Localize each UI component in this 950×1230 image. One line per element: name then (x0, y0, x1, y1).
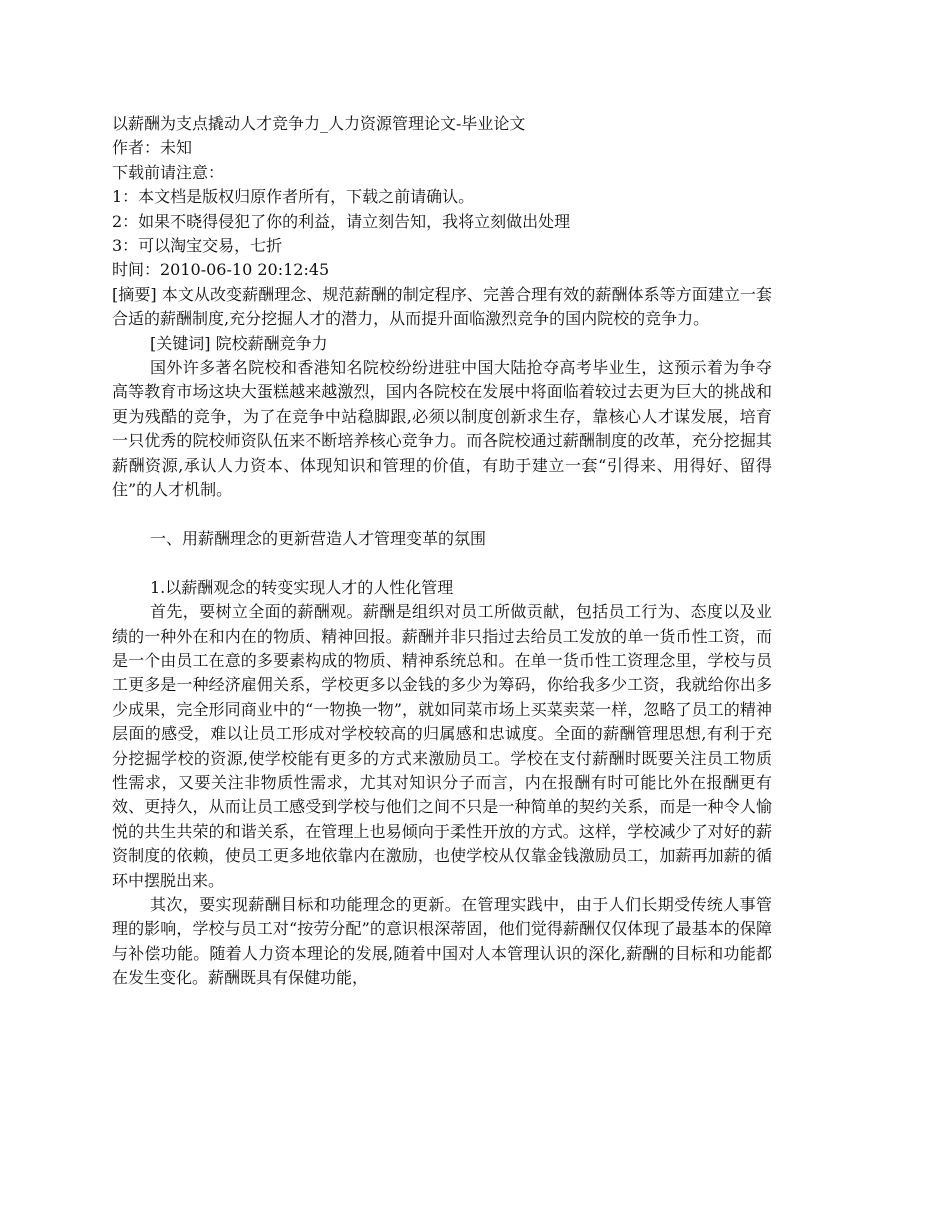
subsection-heading: 1.以薪酬观念的转变实现人才的人性化管理 (150, 577, 454, 597)
blank-line (112, 503, 772, 527)
timestamp-line: 时间：2010-06-10 20:12:45 (112, 260, 330, 280)
notice-item: 2：如果不晓得侵犯了你的利益，请立刻告知，我将立刻做出处理 (112, 211, 571, 231)
body-paragraph: 其次，要实现薪酬目标和功能理念的更新。在管理实践中，由于人们长期受传统人事管理的影响，学校与员工对“按劳分配”的意识根深蒂固，他们觉得薪酬仅仅体现了最基本的保障与补偿功能。随着人力资本理论的发展,随着中国对人本管理认识的深化,薪酬的目标和功能都在发生变化。薪酬既具有保健功能， (112, 894, 772, 988)
notice-header: 下载前请注意： (112, 162, 225, 182)
document-page (112, 112, 772, 991)
document-title: 以薪酬为支点撬动人才竞争力_人力资源管理论文-毕业论文 (112, 114, 526, 133)
notice-item: 3：可以淘宝交易，七折 (112, 236, 283, 256)
blank-line (112, 551, 772, 575)
author-line: 作者：未知 (112, 138, 193, 158)
notice-item: 1：本文档是版权归原作者所有，下载之前请确认。 (112, 187, 475, 207)
keywords-line: [关键词] 院校薪酬竞争力 (150, 333, 328, 353)
abstract-paragraph: [摘要] 本文从改变薪酬理念、规范薪酬的制定程序、完善合理有效的薪酬体系等方面建立一套合适的薪酬制度,充分挖掘人才的潜力，从而提升面临激烈竞争的国内院校的竞争力。 (112, 284, 772, 329)
intro-paragraph: 国外许多著名院校和香港知名院校纷纷进驻中国大陆抢夺高考毕业生，这预示着为争夺高等教育市场这块大蛋糕越来越激烈，国内各院校在发展中将面临着较过去更为巨大的挑战和更为残酷的竞争，为了在竞争中站稳脚跟,必须以制度创新求生存，靠核心人才谋发展，培育一只优秀的院校师资队伍来不断培养核心竞争力。而各院校通过薪酬制度的改革，充分挖掘其薪酬资源,承认人力资本、体现知识和管理的价值，有助于建立一套“引得来、用得好、留得住”的人才机制。 (112, 358, 772, 500)
section-heading: 一、用薪酬理念的更新营造人才管理变革的氛围 (150, 528, 487, 548)
body-paragraph: 首先，要树立全面的薪酬观。薪酬是组织对员工所做贡献，包括员工行为、态度以及业绩的一种外在和内在的物质、精神回报。薪酬并非只指过去给员工发放的单一货币性工资，而是一个由员工在意的多要素构成的物质、精神系统总和。在单一货币性工资理念里，学校与员工更多是一种经济雇佣关系，学校更多以金钱的多少为筹码，你给我多少工资，我就给你出多少成果，完全形同商业中的“一物换一物”，就如同菜市场上买菜卖菜一样，忽略了员工的精神层面的感受，难以让员工形成对学校较高的归属感和忠诚度。全面的薪酬管理思想,有利于充分挖掘学校的资源,使学校能有更多的方式来激励员工。学校在支付薪酬时既要关注员工物质性需求，又要关注非物质性需求，尤其对知识分子而言，内在报酬有时可能比外在报酬更有效、更持久，从而让员工感受到学校与他们之间不只是一种简单的契约关系，而是一种令人愉悦的共生共荣的和谐关系，在管理上也易倾向于柔性开放的方式。这样，学校减少了对好的薪资制度的依赖，使员工更多地依靠内在激励，也使学校从仅靠金钱激励员工，加薪再加薪的循环中摆脱出来。 (112, 602, 772, 890)
